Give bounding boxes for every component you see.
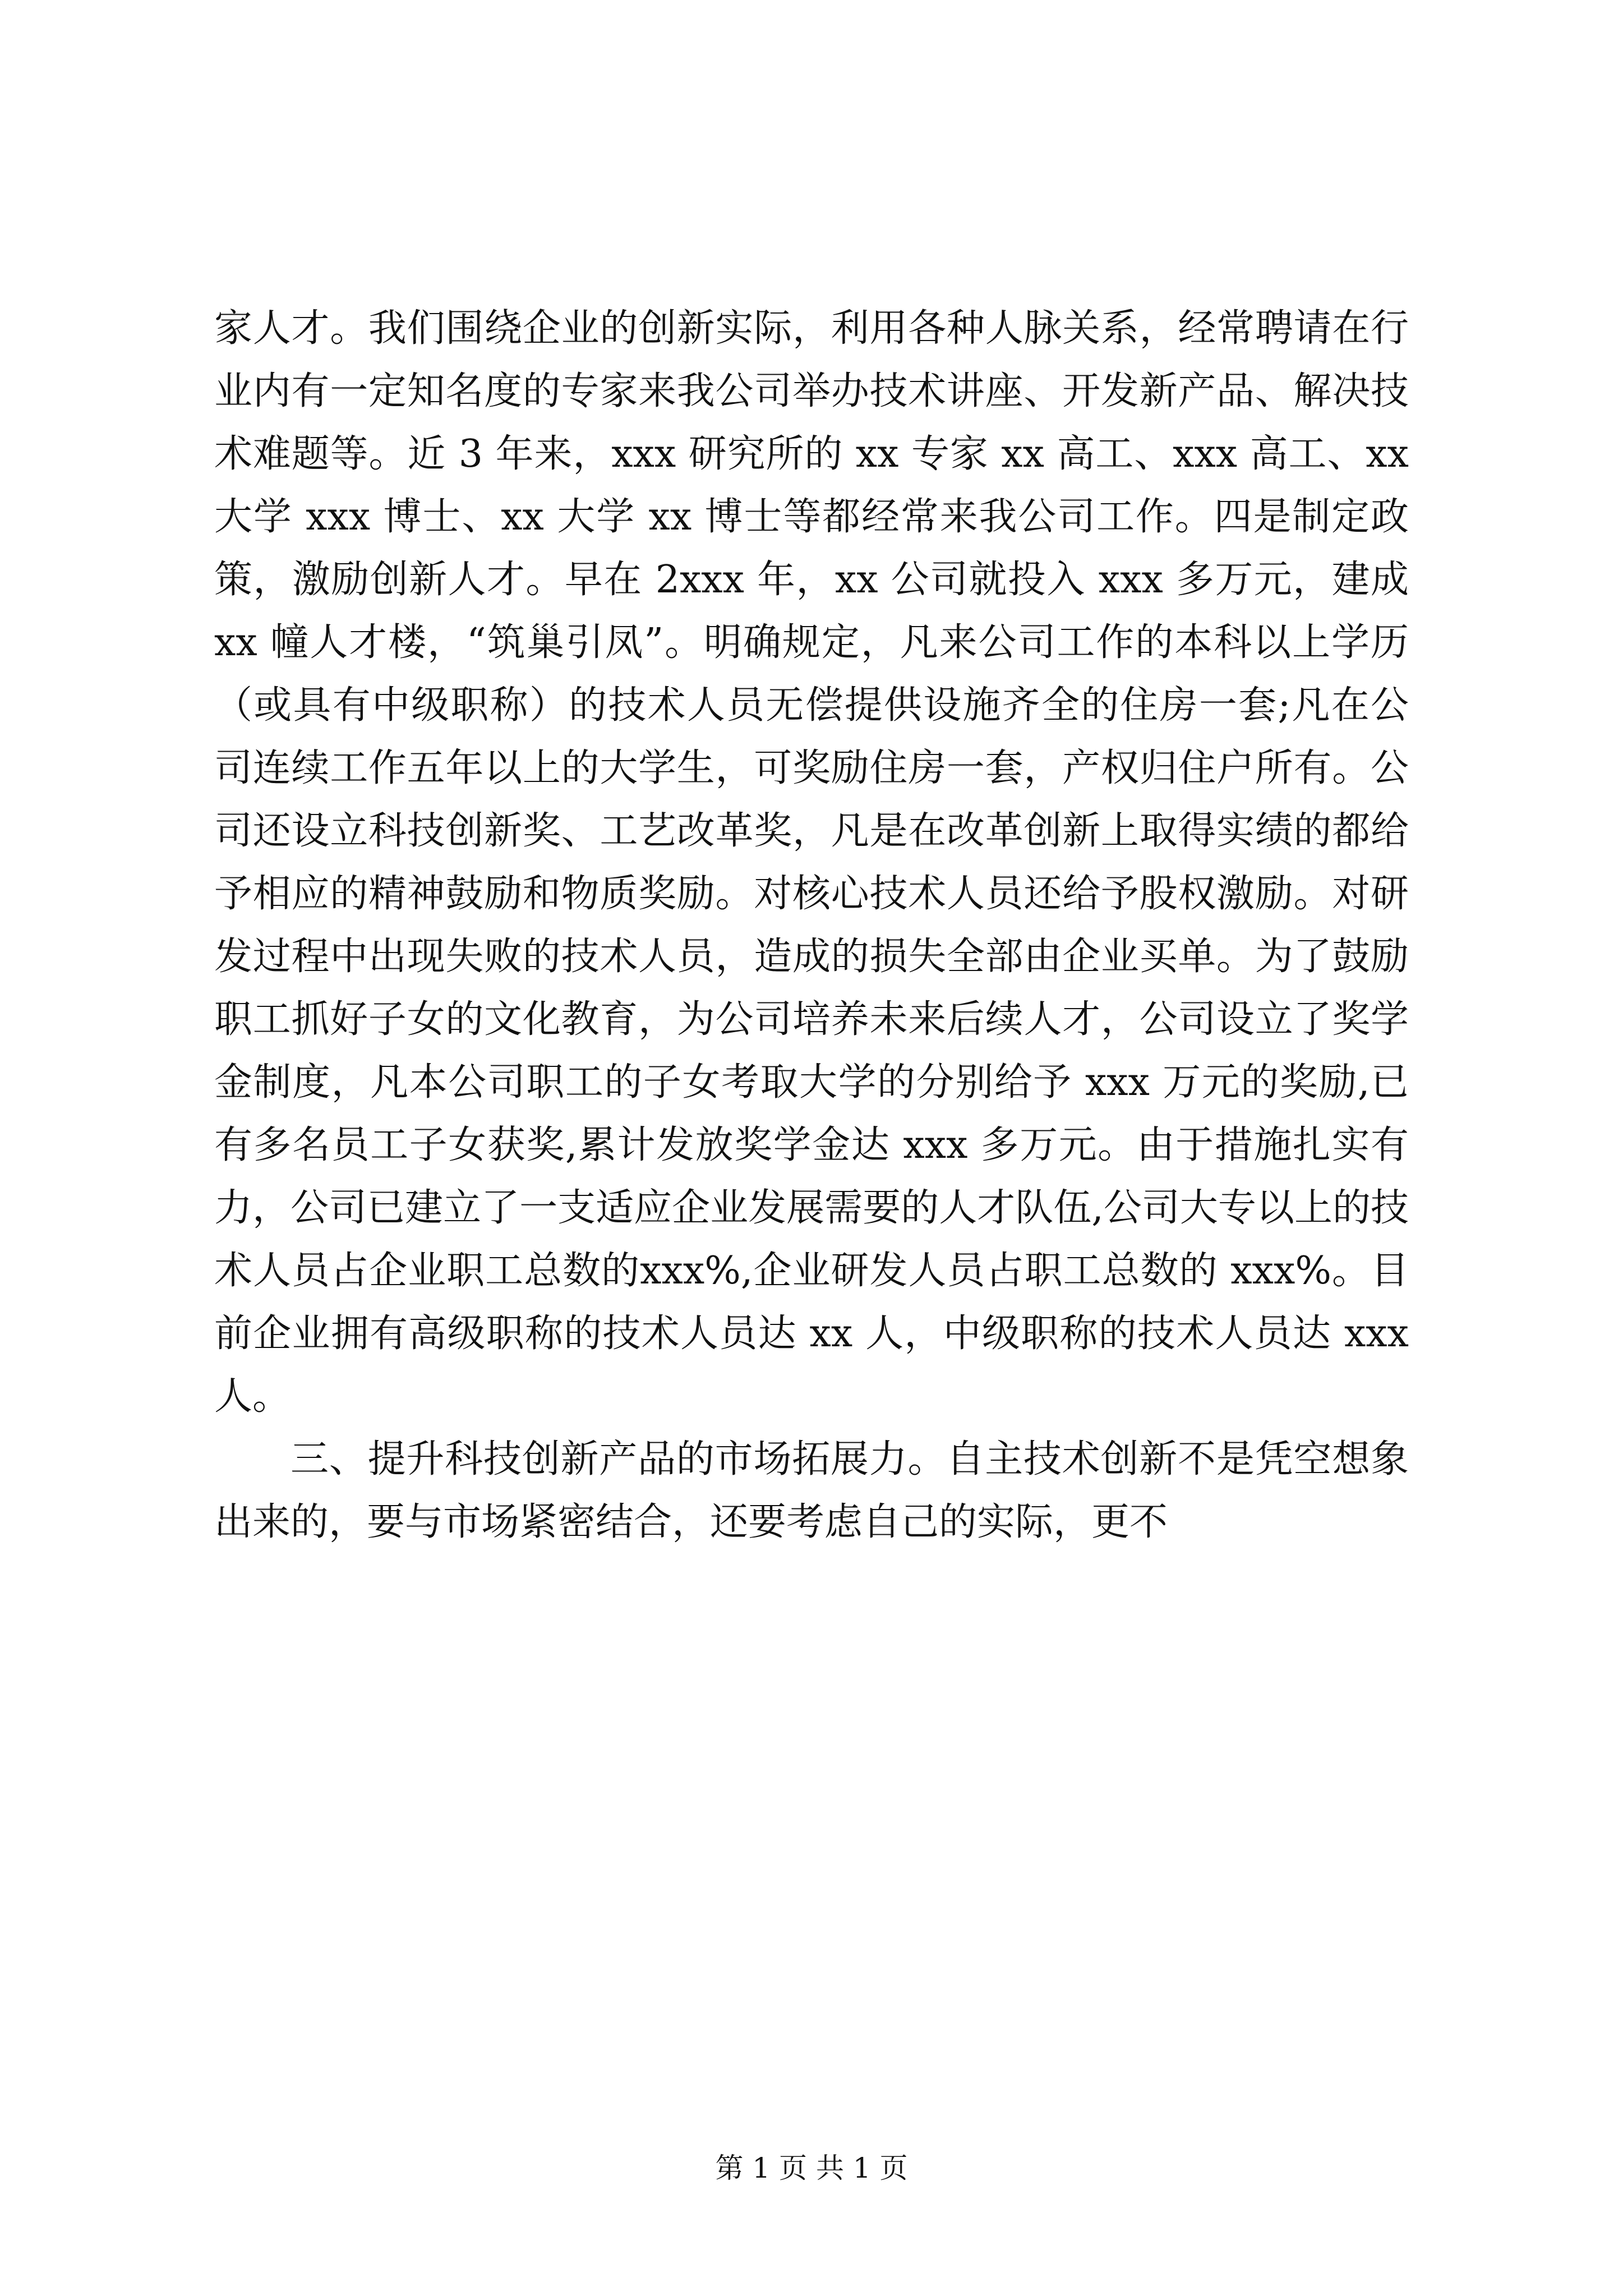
document-body	[214, 297, 1409, 1554]
paragraph-section-three: 三、提升科技创新产品的市场拓展力。自主技术创新不是凭空想象出来的，要与市场紧密结合，还要考虑自己的实际，更不	[214, 1437, 1409, 1544]
page-footer: 第 1 页 共 1 页	[715, 2152, 908, 2184]
paragraph-continued: 家人才。我们围绕企业的创新实际，利用各种人脉关系，经常聘请在行业内有一定知名度的专家来我公司举办技术讲座、开发新产品、解决技术难题等。近 3 年来，xxx 研究所的 xx 专家 xx 高工、xxx 高工、xx 大学 xxx 博士、xx 大学 xx 博士等都经常来我公司工作。四是制定政策，激励创新人才。早在 2xxx 年，xx 公司就投入 xxx 多万元，建成 xx 幢人才楼，“筑巢引凤”。明确规定，凡来公司工作的本科以上学历（或具有中级职称）的技术人员无偿提供设施齐全的住房一套;凡在公司连续工作五年以上的大学生，可奖励住房一套，产权归住户所有。公司还设立科技创新奖、工艺改革奖，凡是在改革创新上取得实绩的都给予相应的精神鼓励和物质奖励。对核心技术人员还给予股权激励。对研发过程中出现失败的技术人员，造成的损失全部由企业买单。为了鼓励职工抓好子女的文化教育，为公司培养未来后续人才，公司设立了奖学金制度，凡本公司职工的子女考取大学的分别给予 xxx 万元的奖励,已有多名员工子女获奖,累计发放奖学金达 xxx 多万元。由于措施扎实有力，公司已建立了一支适应企业发展需要的人才队伍,公司大专以上的技术人员占企业职工总数的xxx%,企业研发人员占职工总数的 xxx%。目前企业拥有高级职称的技术人员达 xx 人，中级职称的技术人员达 xxx 人。	[214, 306, 1409, 1419]
